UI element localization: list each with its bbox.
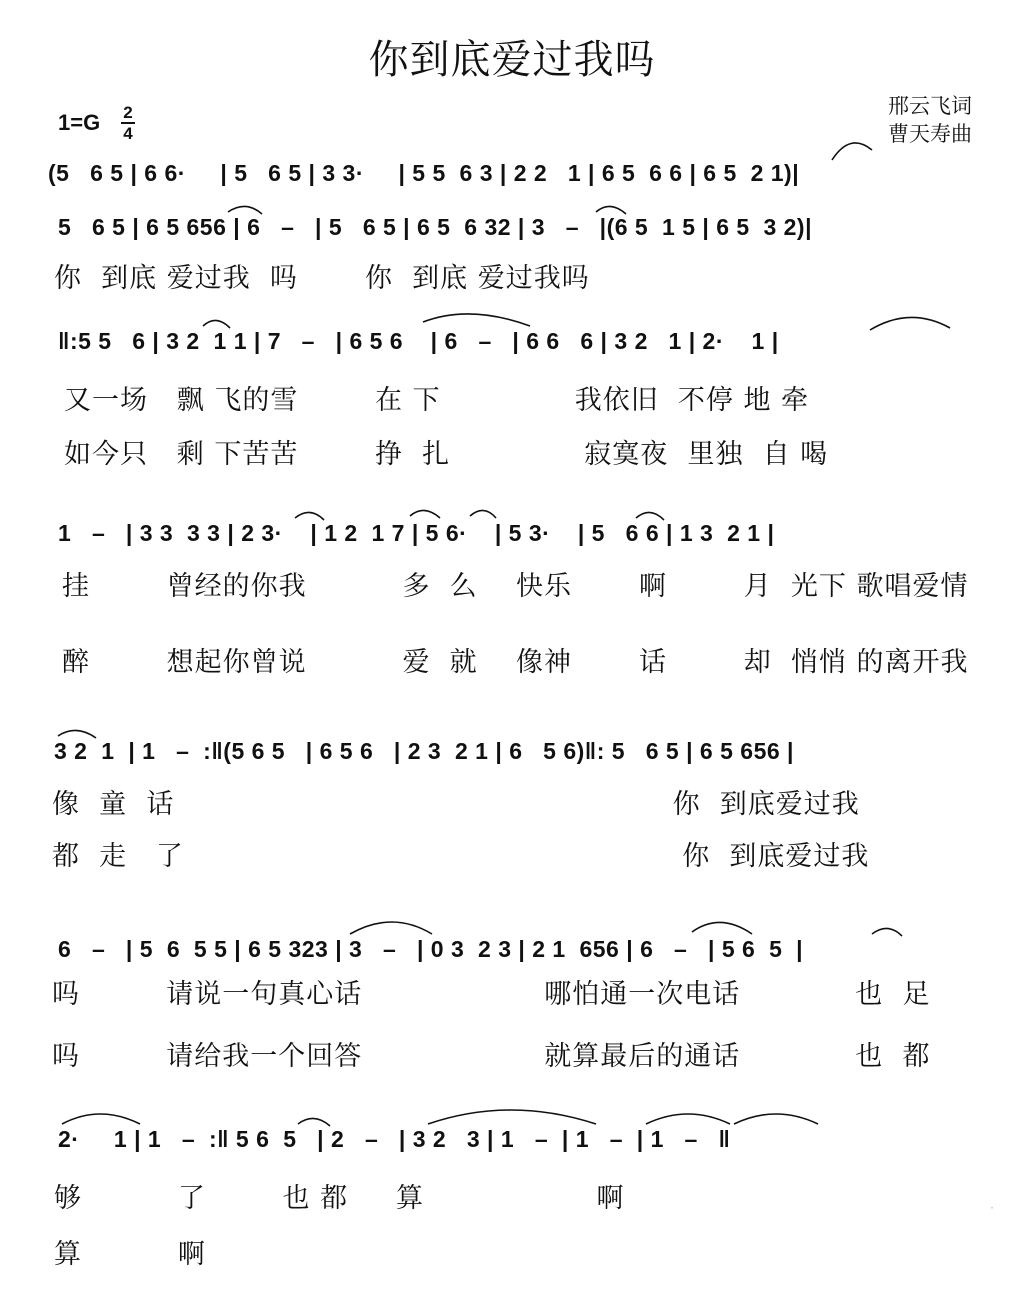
lyric-line: 如今只 剩 下苦苦 挣 扎 寂寞夜 里独 自 喝: [64, 439, 829, 470]
slur: [596, 206, 626, 214]
lyric-line: 像 童 话 你 到底爱过我: [52, 789, 860, 820]
slur: [636, 512, 664, 520]
key-signature: [58, 110, 100, 136]
slur: [295, 512, 324, 520]
slur: [870, 317, 950, 330]
slur: [646, 1114, 730, 1124]
slur: [428, 1110, 596, 1124]
notation-line: 1 – | 3 3 3 3 | 2 3· | 1 2 1 7 | 5 6· | 5 3· | 5 6 6 | 1 3 2 1 |: [58, 520, 775, 546]
notation-line: 5 6 5 | 6 5 656 | 6 – | 5 6 5 | 6 5 6 32 | 3 – |(6 5 1 5 | 6 5 3 2)|: [58, 214, 813, 240]
slur: [350, 922, 432, 934]
song-title: 你到底爱过我吗: [368, 37, 656, 83]
time-signature: [121, 104, 135, 142]
slur: [410, 510, 440, 518]
lyric-line: 又一场 飘 飞的雪 在 下 我依旧 不停 地 牵: [64, 385, 810, 416]
slur: [470, 510, 496, 518]
slur: [423, 314, 530, 326]
lyric-line: 够 了 也 都 算 啊: [54, 1183, 625, 1214]
key-label: 1=G: [58, 110, 101, 135]
slur: [734, 1114, 818, 1124]
slur: [298, 1118, 330, 1126]
slur: [228, 206, 262, 214]
lyric-line: 挂 曾经的你我 多 么 快乐 啊 月 光下 歌唱爱情: [62, 571, 969, 602]
lyric-line: 算 啊: [54, 1239, 206, 1270]
watermark: ·: [990, 1201, 994, 1215]
lyric-line: 吗 请说一句真心话 哪怕通一次电话 也 足: [52, 979, 931, 1010]
slur: [832, 143, 872, 160]
notation-line: 6 – | 5 6 5 5 | 6 5 323 | 3 – | 0 3 2 3 | 2 1 656 | 6 – | 5 6 5 |: [58, 936, 804, 962]
lyric-line: 你 到底 爱过我 吗 你 到底 爱过我吗: [54, 263, 590, 294]
lyric-line: 都 走 了 你 到底爱过我: [52, 841, 870, 872]
meter-top: 2: [123, 103, 133, 122]
lyric-line: 吗 请给我一个回答 就算最后的通话 也 都: [52, 1041, 931, 1072]
composer-credit: 曹天寿曲: [888, 122, 972, 146]
meter-bottom: 4: [123, 124, 133, 143]
notation-line: ‖:5 5 6 | 3 2 1 1 | 7 – | 6 5 6 | 6 – | 6 6 6 | 3 2 1 | 2· 1 |: [58, 328, 779, 354]
slur: [872, 928, 902, 936]
slur: [692, 922, 752, 934]
slur: [62, 1114, 140, 1124]
slur: [58, 730, 96, 738]
notation-line: 3 2 1 | 1 – :‖(5 6 5 | 6 5 6 | 2 3 2 1 | 6 5 6)‖: 5 6 5 | 6 5 656 |: [54, 738, 794, 764]
lyric-line: 醉 想起你曾说 爱 就 像神 话 却 悄悄 的离开我: [62, 647, 969, 678]
slur: [203, 320, 230, 328]
notation-line: (5 6 5 | 6 6· | 5 6 5 | 3 3· | 5 5 6 3 | 2 2 1 | 6 5 6 6 | 6 5 2 1)|: [48, 160, 800, 186]
notation-line: 2· 1 | 1 – :‖ 5 6 5 | 2 – | 3 2 3 | 1 – | 1 – | 1 – ‖: [58, 1126, 731, 1152]
lyricist-credit: 邢云飞词: [888, 94, 972, 118]
